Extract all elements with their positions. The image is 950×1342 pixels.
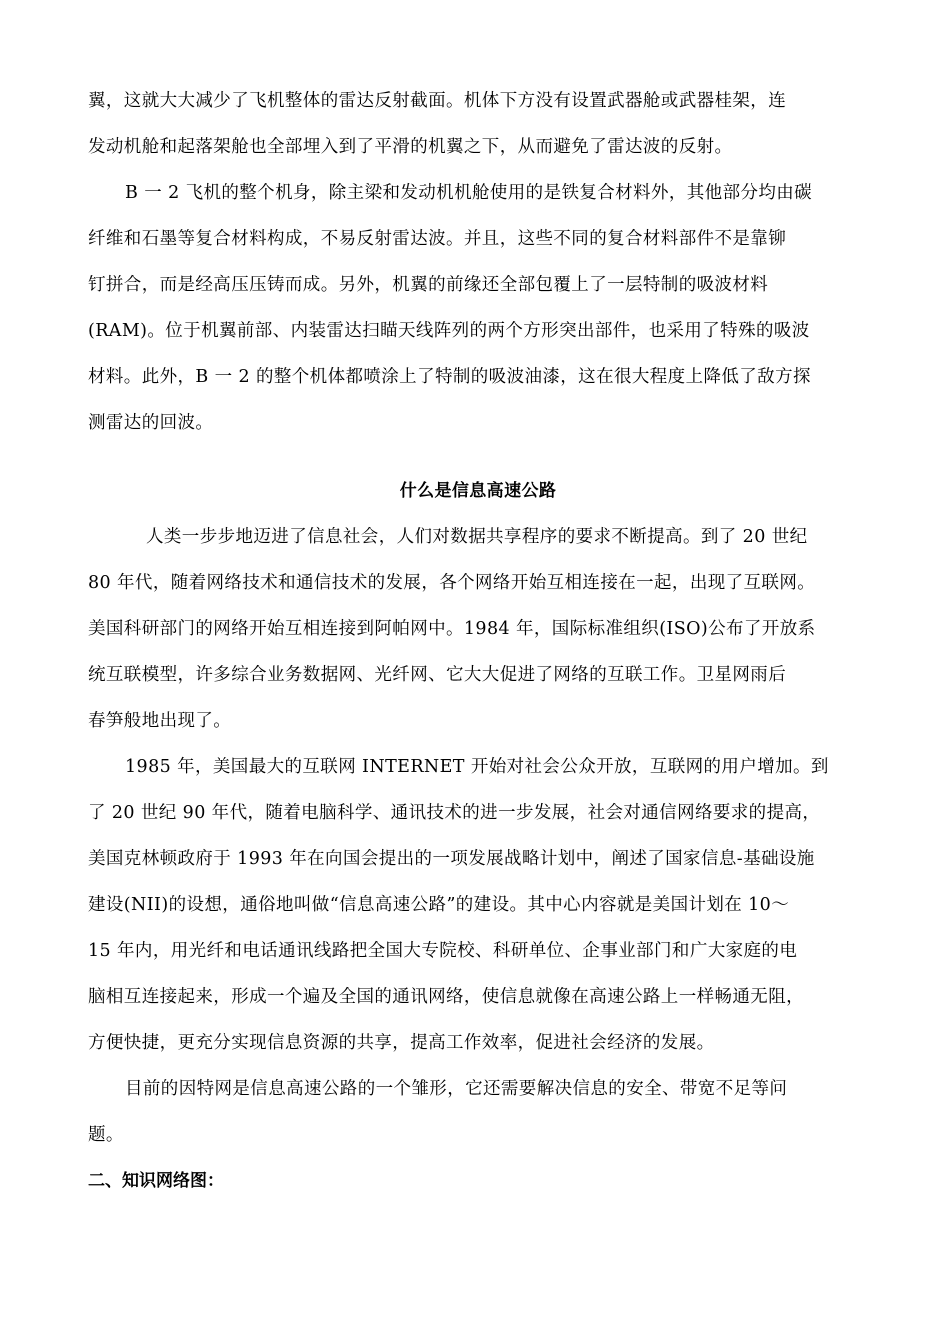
text-line: 了 20 世纪 90 年代，随着电脑科学、通讯技术的进一步发展，社会对通信网络要求的提高， <box>88 803 821 823</box>
text-line: 题。 <box>88 1125 124 1145</box>
text-line: 建设(NII)的设想，通俗地叫做“信息高速公路”的建设。其中心内容就是美国计划在 10～ <box>88 895 790 915</box>
text-line: 翼，这就大大减少了飞机整体的雷达反射截面。机体下方没有设置武器舱或武器桂架，连 <box>88 91 787 111</box>
text-line: 发动机舱和起落架舱也全部埋入到了平滑的机翼之下，从而避免了雷达波的反射。 <box>88 137 733 157</box>
spacer <box>88 446 868 468</box>
text-line: 人类一步步地迈进了信息社会，人们对数据共享程序的要求不断提高。到了 20 世纪 <box>146 527 808 547</box>
text-line: (RAM)。位于机翼前部、内装雷达扫瞄天线阵列的两个方形突出部件，也采用了特殊的吸波 <box>88 321 810 341</box>
text-line: B 一 2 飞机的整个机身，除主梁和发动机机舱使用的是铁复合材料外，其他部分均由碳 <box>125 183 813 203</box>
section-heading: 二、知识网络图： <box>88 1171 224 1191</box>
text-line: 纤维和石墨等复合材料构成，不易反射雷达波。并且，这些不同的复合材料部件不是靠铆 <box>88 229 787 249</box>
text-line: 美国科研部门的网络开始互相连接到阿帕网中。1984 年，国际标准组织(ISO)公布了开放系 <box>88 619 816 639</box>
document-page <box>88 78 868 1204</box>
paragraph-b2-intro <box>88 78 868 170</box>
text-line: 钉拼合，而是经高压压铸而成。另外，机翼的前缘还全部包覆上了一层特制的吸波材料 <box>88 275 769 295</box>
paragraph-current <box>88 1066 868 1158</box>
text-line: 脑相互连接起来，形成一个遍及全国的通讯网络，使信息就像在高速公路上一样畅通无阻， <box>88 987 804 1007</box>
text-line: 春笋般地出现了。 <box>88 711 232 731</box>
text-line: 方便快捷，更充分实现信息资源的共享，提高工作效率，促进社会经济的发展。 <box>88 1033 715 1053</box>
text-line: 材料。此外，B 一 2 的整个机体都喷涂上了特制的吸波油漆，这在很大程度上降低了敌方探 <box>88 367 811 387</box>
paragraph-b2-materials <box>88 170 868 446</box>
text-line: 美国克林顿政府于 1993 年在向国会提出的一项发展战略计划中，阐述了国家信息-基础设施 <box>88 849 815 869</box>
text-line: 统互联模型，许多综合业务数据网、光纤网、它大大促进了网络的互联工作。卫星网雨后 <box>88 665 787 685</box>
paragraph-info-society <box>88 514 868 744</box>
text-line: 15 年内，用光纤和电话通讯线路把全国大专院校、科研单位、企事业部门和广大家庭的电 <box>88 941 798 961</box>
text-line: 测雷达的回波。 <box>88 413 214 433</box>
paragraph-internet-1985 <box>88 744 868 1066</box>
text-line: 1985 年，美国最大的互联网 INTERNET 开始对社会公众开放，互联网的用户增加。到 <box>125 757 829 777</box>
section-title: 什么是信息高速公路 <box>399 481 557 501</box>
text-line: 目前的因特网是信息高速公路的一个雏形，它还需要解决信息的安全、带宽不足等问 <box>125 1079 788 1099</box>
text-line: 80 年代，随着网络技术和通信技术的发展，各个网络开始互相连接在一起，出现了互联网。 <box>88 573 816 593</box>
